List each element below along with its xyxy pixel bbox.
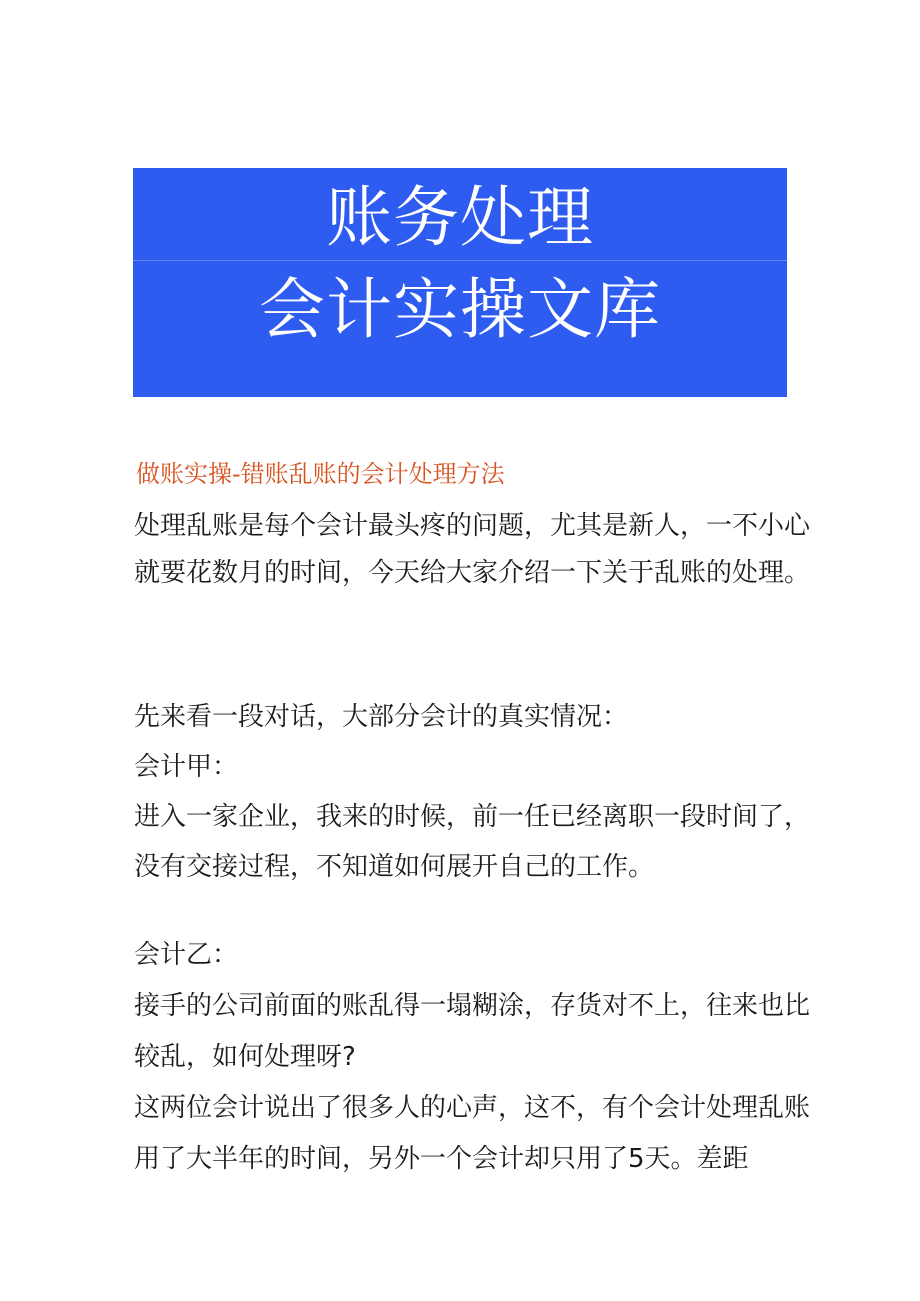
text-line: 较乱，如何处理呀?	[134, 1042, 356, 1072]
article-title: 做账实操-错账乱账的会计处理方法	[136, 460, 505, 488]
paragraph-accountant-b	[134, 930, 811, 1185]
paragraph-dialogue	[134, 692, 811, 892]
text-line: 会计甲：	[134, 752, 239, 782]
text-line: 没有交接过程，不知道如何展开自己的工作。	[134, 852, 655, 882]
text-line: 处理乱账是每个会计最头疼的问题，尤其是新人，一不小心	[134, 511, 811, 541]
text-line: 会计乙：	[134, 940, 239, 970]
text-line: 这两位会计说出了很多人的心声，这不，有个会计处理乱账	[134, 1093, 811, 1123]
text-line: 进入一家企业，我来的时候，前一任已经离职一段时间了，	[134, 802, 811, 832]
banner-divider	[133, 260, 787, 261]
text-line: 先来看一段对话，大部分会计的真实情况：	[134, 702, 629, 732]
paragraph-intro	[134, 503, 811, 597]
banner-title-line2: 会计实操文库	[259, 271, 661, 348]
text-line: 用了大半年的时间，另外一个会计却只用了5天。差距	[134, 1144, 749, 1174]
banner-title-line1: 账务处理	[326, 179, 594, 256]
text-line: 就要花数月的时间，今天给大家介绍一下关于乱账的处理。	[134, 558, 811, 588]
text-line: 接手的公司前面的账乱得一塌糊涂，存货对不上，往来也比	[134, 991, 811, 1021]
